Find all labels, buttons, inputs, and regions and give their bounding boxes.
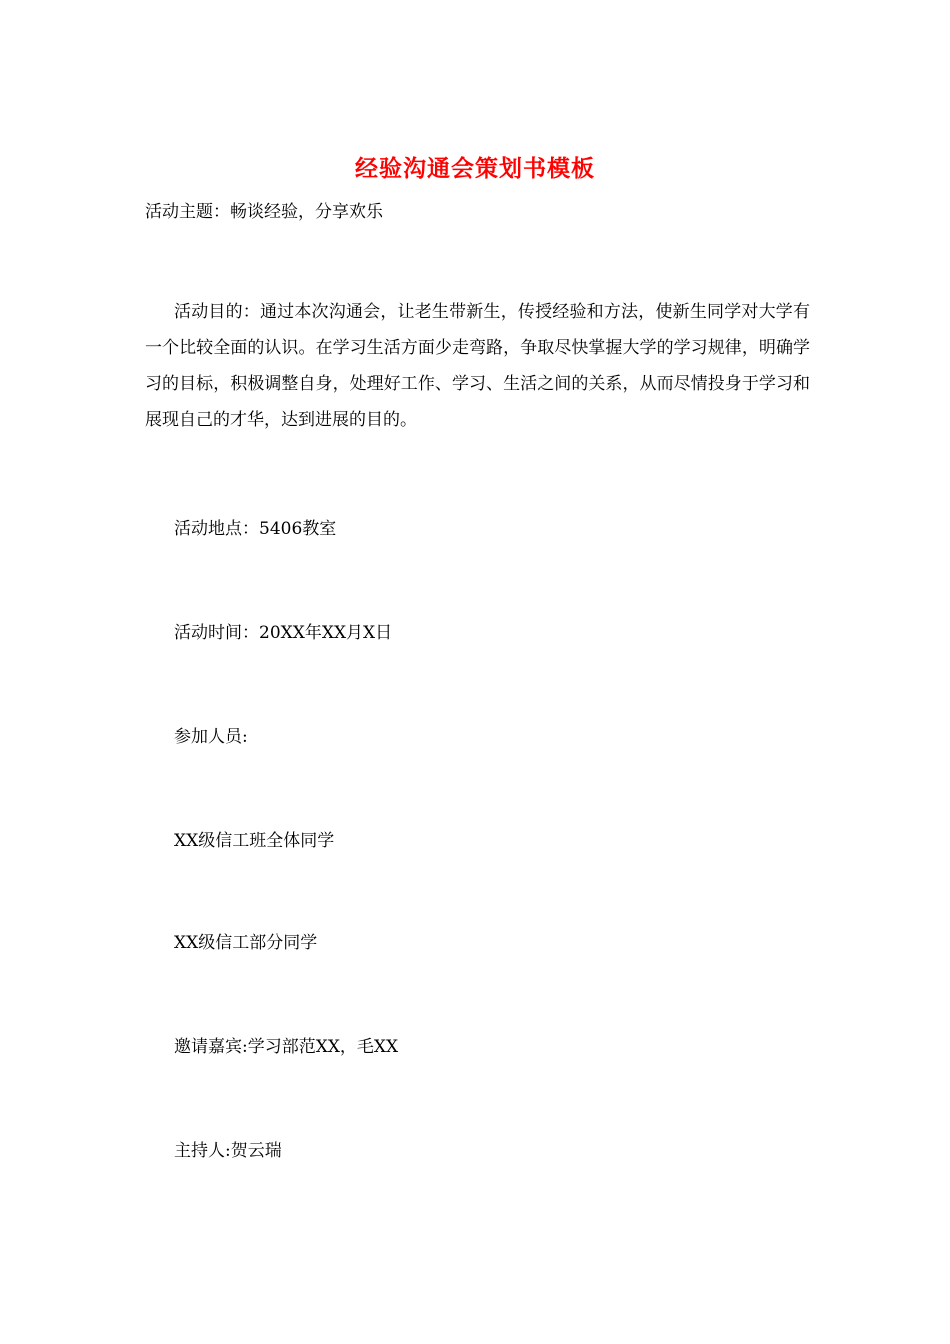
participant-item: XX级信工部分同学 — [174, 933, 318, 953]
activity-location: 活动地点：5406教室 — [174, 519, 337, 539]
participants-label: 参加人员: — [174, 727, 248, 747]
activity-purpose-paragraph: 活动目的：通过本次沟通会，让老生带新生，传授经验和方法，使新生同学对大学有一个比较全面的认识。在学习生活方面少走弯路，争取尽快掌握大学的学习规律，明确学习的目标，积极调整自身，处理好工作、学习、生活之间的关系，从而尽情投身于学习和展现自己的才华，达到进展的目的。 — [145, 302, 810, 430]
host: 主持人:贺云瑞 — [174, 1141, 282, 1161]
document-title: 经验沟通会策划书模板 — [355, 155, 595, 182]
activity-theme: 活动主题：畅谈经验，分享欢乐 — [145, 202, 383, 222]
participant-item: XX级信工班全体同学 — [174, 831, 335, 851]
invited-guests: 邀请嘉宾:学习部范XX，毛XX — [174, 1037, 399, 1057]
activity-time: 活动时间：20XX年XX月X日 — [174, 623, 393, 643]
